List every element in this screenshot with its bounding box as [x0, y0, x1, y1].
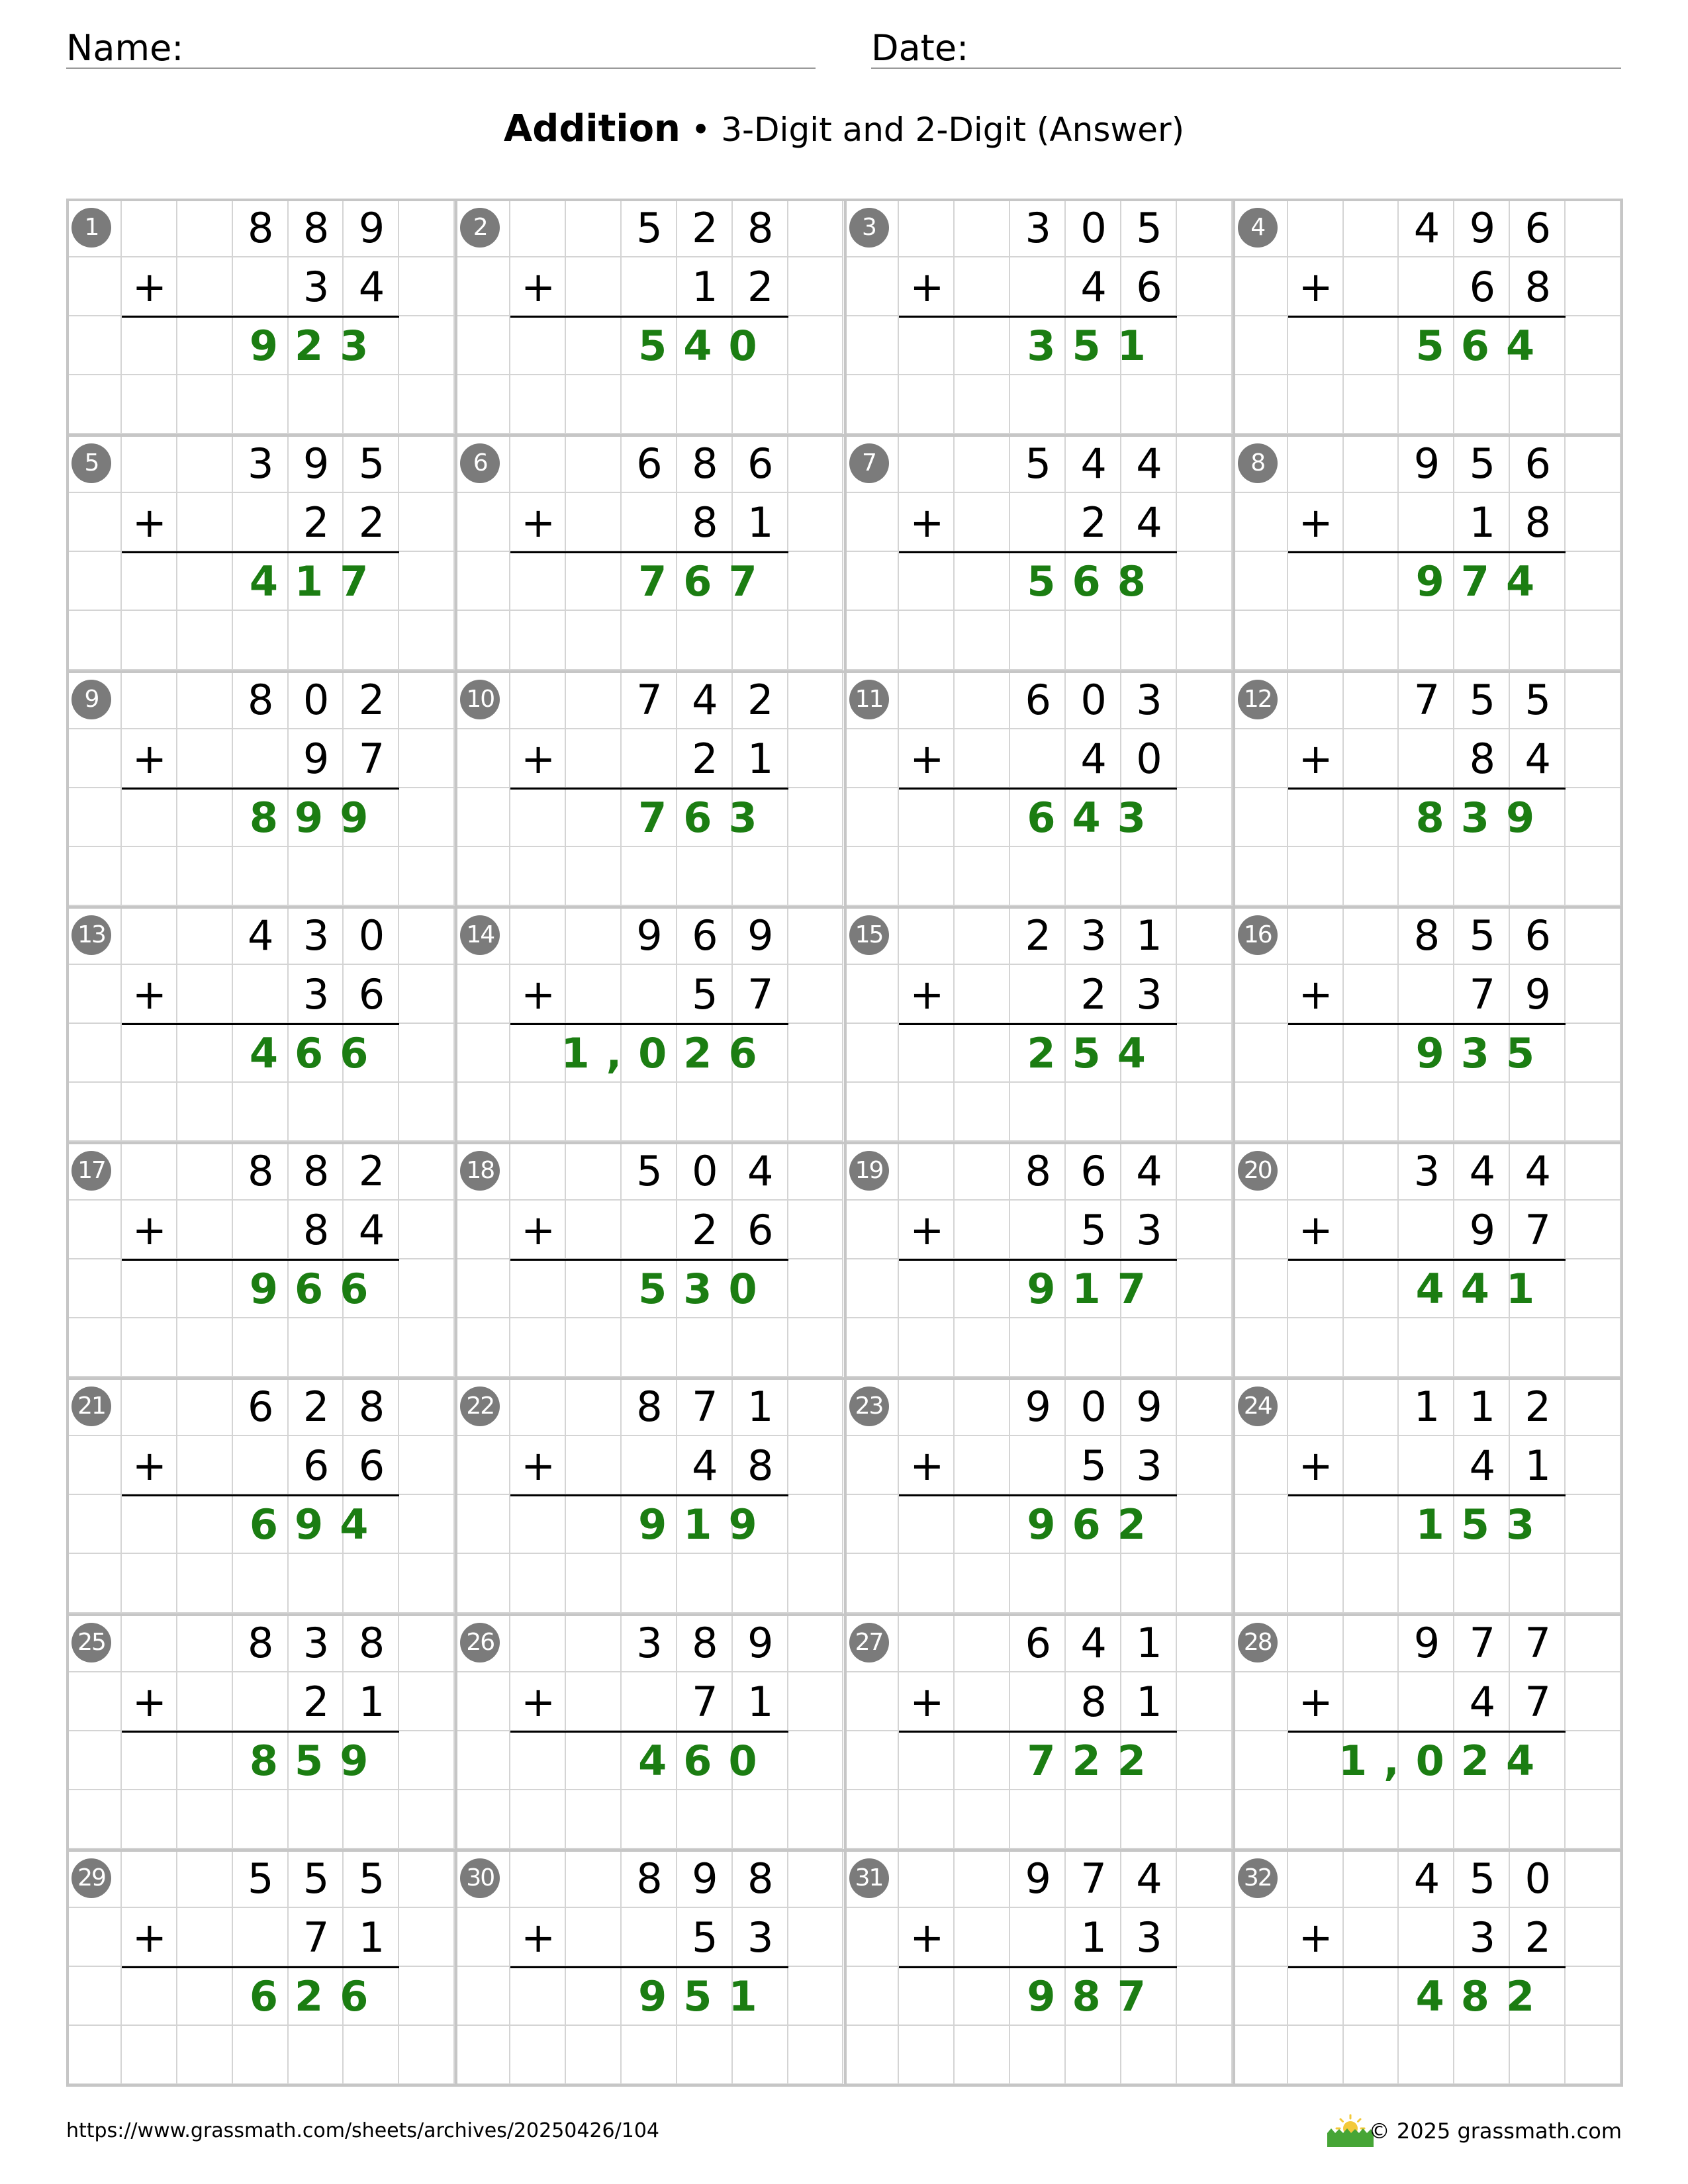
plus-sign: + [910, 970, 945, 1019]
bottom-digit: 4 [1136, 498, 1162, 547]
top-digit: 8 [636, 1383, 663, 1432]
plus-sign: + [910, 734, 945, 783]
top-digit: 5 [247, 1854, 274, 1903]
top-digit: 9 [303, 439, 330, 488]
problem-number-badge: 18 [460, 1151, 500, 1191]
bottom-digit: 8 [303, 1206, 330, 1255]
top-digit: 8 [303, 1147, 330, 1195]
problem-number-badge: 20 [1238, 1151, 1278, 1191]
answer: 441 [1415, 1265, 1552, 1314]
top-digit: 2 [303, 1383, 330, 1432]
answer: 917 [1027, 1265, 1162, 1314]
answer: 643 [1027, 793, 1162, 842]
answer: 1,024 [1338, 1736, 1552, 1785]
plus-sign: + [1298, 1441, 1333, 1490]
top-digit: 5 [636, 1147, 663, 1195]
bottom-digit: 1 [358, 1677, 385, 1726]
plus-sign: + [132, 970, 167, 1019]
name-line[interactable] [66, 68, 816, 69]
problem-number-badge: 17 [71, 1151, 111, 1191]
bottom-digit: 2 [1524, 1913, 1551, 1962]
plus-sign: + [1298, 970, 1333, 1019]
plus-sign: + [521, 970, 556, 1019]
top-digit: 9 [1025, 1854, 1051, 1903]
bottom-digit: 5 [1080, 1206, 1107, 1255]
problem-number-badge: 6 [460, 443, 500, 483]
worksheet-title [0, 106, 1688, 153]
top-digit: 6 [1025, 675, 1051, 724]
top-digit: 8 [1025, 1147, 1051, 1195]
problem-number-badge: 14 [460, 915, 500, 955]
top-digit: 5 [1469, 911, 1496, 960]
problem-number-badge: 11 [849, 680, 889, 719]
answer: 351 [1027, 322, 1162, 371]
top-digit: 3 [1136, 675, 1162, 724]
bottom-digit: 7 [358, 734, 385, 783]
plus-sign: + [132, 263, 167, 312]
top-digit: 4 [247, 911, 274, 960]
bottom-digit: 7 [1524, 1677, 1551, 1726]
bottom-digit: 4 [1469, 1441, 1496, 1490]
answer: 626 [249, 1972, 385, 2021]
top-digit: 5 [1136, 204, 1162, 252]
top-digit: 8 [358, 1618, 385, 1667]
footer-copyright: © 2025 grassmath.com [1368, 2118, 1622, 2144]
answer: 974 [1415, 557, 1552, 606]
top-digit: 6 [692, 911, 718, 960]
bottom-digit: 1 [747, 498, 774, 547]
bottom-digit: 6 [747, 1206, 774, 1255]
answer: 694 [249, 1500, 385, 1549]
top-digit: 9 [1136, 1383, 1162, 1432]
plus-sign: + [521, 1441, 556, 1490]
top-digit: 8 [747, 204, 774, 252]
bottom-digit: 2 [1080, 498, 1107, 547]
bottom-digit: 8 [1524, 263, 1551, 312]
top-digit: 2 [358, 675, 385, 724]
top-digit: 7 [1524, 1618, 1551, 1667]
top-digit: 0 [358, 911, 385, 960]
problem-number-badge: 24 [1238, 1387, 1278, 1426]
top-digit: 6 [1524, 911, 1551, 960]
bottom-digit: 4 [1080, 734, 1107, 783]
plus-sign: + [910, 498, 945, 547]
problem-number-badge: 3 [849, 208, 889, 248]
answer: 966 [249, 1265, 385, 1314]
plus-sign: + [521, 734, 556, 783]
answer: 530 [638, 1265, 774, 1314]
top-digit: 4 [1136, 1854, 1162, 1903]
bottom-digit: 7 [747, 970, 774, 1019]
bottom-digit: 4 [1080, 263, 1107, 312]
problem-number-badge: 27 [849, 1623, 889, 1662]
top-digit: 9 [358, 204, 385, 252]
bottom-digit: 2 [747, 263, 774, 312]
plus-sign: + [1298, 263, 1333, 312]
bottom-digit: 2 [692, 734, 718, 783]
bottom-digit: 3 [1136, 1441, 1162, 1490]
bottom-digit: 4 [1524, 734, 1551, 783]
top-digit: 3 [1025, 204, 1051, 252]
problem-number-badge: 8 [1238, 443, 1278, 483]
bottom-digit: 6 [358, 1441, 385, 1490]
bottom-digit: 6 [358, 970, 385, 1019]
date-label: Date: [871, 27, 969, 69]
problem-number-badge: 16 [1238, 915, 1278, 955]
top-digit: 8 [247, 1147, 274, 1195]
plus-sign: + [1298, 1677, 1333, 1726]
plus-sign: + [521, 1206, 556, 1255]
answer: 568 [1027, 557, 1162, 606]
bottom-digit: 1 [1469, 498, 1496, 547]
top-digit: 8 [247, 1618, 274, 1667]
top-digit: 6 [247, 1383, 274, 1432]
answer: 899 [249, 793, 385, 842]
bottom-digit: 2 [358, 498, 385, 547]
problem-number-badge: 31 [849, 1858, 889, 1898]
bottom-digit: 8 [747, 1441, 774, 1490]
top-digit: 4 [1413, 1854, 1440, 1903]
top-digit: 5 [1469, 439, 1496, 488]
bottom-digit: 3 [1136, 1913, 1162, 1962]
bottom-digit: 3 [303, 970, 330, 1019]
top-digit: 8 [636, 1854, 663, 1903]
bottom-digit: 8 [1524, 498, 1551, 547]
answer: 919 [638, 1500, 774, 1549]
grid-edge-bottom [66, 2084, 1623, 2087]
bottom-digit: 1 [692, 263, 718, 312]
answer: 951 [638, 1972, 774, 2021]
top-digit: 3 [303, 1618, 330, 1667]
top-digit: 6 [747, 439, 774, 488]
plus-sign: + [132, 498, 167, 547]
top-digit: 4 [1524, 1147, 1551, 1195]
top-digit: 0 [1080, 204, 1107, 252]
bottom-digit: 0 [1136, 734, 1162, 783]
bottom-digit: 3 [747, 1913, 774, 1962]
top-digit: 9 [747, 911, 774, 960]
title-subtitle: 3-Digit and 2-Digit (Answer) [721, 111, 1185, 149]
top-digit: 5 [358, 439, 385, 488]
top-digit: 9 [1469, 204, 1496, 252]
answer: 466 [249, 1028, 385, 1077]
bottom-digit: 5 [692, 1913, 718, 1962]
answer: 935 [1415, 1028, 1552, 1077]
bottom-digit: 8 [1080, 1677, 1107, 1726]
top-digit: 4 [1136, 1147, 1162, 1195]
top-digit: 9 [1025, 1383, 1051, 1432]
plus-sign: + [521, 498, 556, 547]
top-digit: 6 [1524, 204, 1551, 252]
top-digit: 6 [636, 439, 663, 488]
answer: 839 [1415, 793, 1552, 842]
problem-number-badge: 7 [849, 443, 889, 483]
answer: 564 [1415, 322, 1552, 371]
top-digit: 2 [747, 675, 774, 724]
top-digit: 5 [1469, 675, 1496, 724]
top-digit: 7 [1080, 1854, 1107, 1903]
top-digit: 0 [303, 675, 330, 724]
plus-sign: + [132, 1206, 167, 1255]
bottom-digit: 1 [747, 1677, 774, 1726]
answer: 1,026 [561, 1028, 774, 1077]
grass-sun-logo-icon [1327, 2113, 1374, 2147]
bottom-digit: 2 [1080, 970, 1107, 1019]
plus-sign: + [910, 1441, 945, 1490]
top-digit: 3 [1413, 1147, 1440, 1195]
top-digit: 2 [358, 1147, 385, 1195]
problem-number-badge: 28 [1238, 1623, 1278, 1662]
bottom-digit: 7 [1524, 1206, 1551, 1255]
top-digit: 8 [358, 1383, 385, 1432]
top-digit: 0 [1524, 1854, 1551, 1903]
plus-sign: + [910, 1677, 945, 1726]
top-digit: 9 [636, 911, 663, 960]
top-digit: 9 [692, 1854, 718, 1903]
plus-sign: + [132, 1913, 167, 1962]
top-digit: 4 [1080, 439, 1107, 488]
top-digit: 4 [692, 675, 718, 724]
answer: 153 [1415, 1500, 1552, 1549]
problem-number-badge: 19 [849, 1151, 889, 1191]
top-digit: 0 [1080, 1383, 1107, 1432]
top-digit: 8 [747, 1854, 774, 1903]
answer: 254 [1027, 1028, 1162, 1077]
top-digit: 2 [692, 204, 718, 252]
top-digit: 4 [747, 1147, 774, 1195]
title-separator: • [680, 111, 722, 149]
top-digit: 1 [1136, 911, 1162, 960]
top-digit: 3 [303, 911, 330, 960]
bottom-digit: 7 [1469, 970, 1496, 1019]
top-digit: 5 [358, 1854, 385, 1903]
title-main: Addition [503, 107, 680, 150]
bottom-digit: 1 [1524, 1441, 1551, 1490]
problem-number-badge: 22 [460, 1387, 500, 1426]
bottom-digit: 7 [303, 1913, 330, 1962]
problem-number-badge: 23 [849, 1387, 889, 1426]
bottom-digit: 5 [1080, 1441, 1107, 1490]
top-digit: 3 [1080, 911, 1107, 960]
plus-sign: + [1298, 1913, 1333, 1962]
answer: 722 [1027, 1736, 1162, 1785]
bottom-digit: 8 [692, 498, 718, 547]
answer: 987 [1027, 1972, 1162, 2021]
top-digit: 6 [1025, 1618, 1051, 1667]
top-digit: 5 [1025, 439, 1051, 488]
top-digit: 4 [1136, 439, 1162, 488]
plus-sign: + [910, 1913, 945, 1962]
problem-grid [66, 199, 1621, 2085]
top-digit: 0 [692, 1147, 718, 1195]
top-digit: 0 [1080, 675, 1107, 724]
problem-number-badge: 25 [71, 1623, 111, 1662]
top-digit: 1 [1136, 1618, 1162, 1667]
top-digit: 6 [1080, 1147, 1107, 1195]
top-digit: 8 [247, 204, 274, 252]
answer: 540 [638, 322, 774, 371]
problem-number-badge: 9 [71, 680, 111, 719]
top-digit: 7 [1469, 1618, 1496, 1667]
answer: 417 [249, 557, 385, 606]
bottom-digit: 9 [303, 734, 330, 783]
bottom-digit: 4 [692, 1441, 718, 1490]
answer: 962 [1027, 1500, 1162, 1549]
top-digit: 1 [1469, 1383, 1496, 1432]
top-digit: 8 [1413, 911, 1440, 960]
top-digit: 7 [1413, 675, 1440, 724]
answer: 460 [638, 1736, 774, 1785]
bottom-digit: 3 [1136, 1206, 1162, 1255]
bottom-digit: 1 [747, 734, 774, 783]
plus-sign: + [910, 1206, 945, 1255]
bottom-digit: 2 [303, 498, 330, 547]
problem-number-badge: 32 [1238, 1858, 1278, 1898]
answer: 767 [638, 557, 774, 606]
bottom-digit: 3 [1469, 1913, 1496, 1962]
bottom-digit: 4 [358, 263, 385, 312]
bottom-digit: 2 [692, 1206, 718, 1255]
bottom-digit: 5 [692, 970, 718, 1019]
problem-number-badge: 26 [460, 1623, 500, 1662]
grid-edge-right [1620, 199, 1623, 2085]
problem-number-badge: 1 [71, 208, 111, 248]
bottom-digit: 6 [1469, 263, 1496, 312]
top-digit: 3 [247, 439, 274, 488]
name-label: Name: [66, 27, 184, 69]
problem-number-badge: 29 [71, 1858, 111, 1898]
plus-sign: + [132, 1441, 167, 1490]
bottom-digit: 4 [358, 1206, 385, 1255]
plus-sign: + [521, 1677, 556, 1726]
bottom-digit: 6 [1136, 263, 1162, 312]
bottom-digit: 3 [303, 263, 330, 312]
top-digit: 4 [1080, 1618, 1107, 1667]
top-digit: 2 [1025, 911, 1051, 960]
top-digit: 5 [1524, 675, 1551, 724]
problem-number-badge: 4 [1238, 208, 1278, 248]
bottom-digit: 8 [1469, 734, 1496, 783]
plus-sign: + [1298, 734, 1333, 783]
bottom-digit: 1 [1080, 1913, 1107, 1962]
top-digit: 9 [747, 1618, 774, 1667]
top-digit: 5 [303, 1854, 330, 1903]
bottom-digit: 7 [692, 1677, 718, 1726]
plus-sign: + [521, 1913, 556, 1962]
top-digit: 7 [692, 1383, 718, 1432]
top-digit: 5 [636, 204, 663, 252]
problem-number-badge: 10 [460, 680, 500, 719]
top-digit: 9 [1413, 1618, 1440, 1667]
bottom-digit: 9 [1469, 1206, 1496, 1255]
answer: 482 [1415, 1972, 1552, 2021]
footer-url: https://www.grassmath.com/sheets/archives/20250426/104 [66, 2119, 660, 2142]
top-digit: 5 [1469, 1854, 1496, 1903]
bottom-digit: 6 [303, 1441, 330, 1490]
top-digit: 1 [1413, 1383, 1440, 1432]
top-digit: 9 [1413, 439, 1440, 488]
answer: 859 [249, 1736, 385, 1785]
bottom-digit: 2 [303, 1677, 330, 1726]
problem-number-badge: 2 [460, 208, 500, 248]
bottom-digit: 3 [1136, 970, 1162, 1019]
top-digit: 8 [247, 675, 274, 724]
answer: 763 [638, 793, 774, 842]
plus-sign: + [521, 263, 556, 312]
bottom-digit: 4 [1469, 1677, 1496, 1726]
top-digit: 7 [636, 675, 663, 724]
top-digit: 8 [692, 439, 718, 488]
plus-sign: + [1298, 498, 1333, 547]
top-digit: 6 [1524, 439, 1551, 488]
plus-sign: + [910, 263, 945, 312]
bottom-digit: 1 [1136, 1677, 1162, 1726]
top-digit: 3 [636, 1618, 663, 1667]
top-digit: 8 [692, 1618, 718, 1667]
date-line[interactable] [871, 68, 1621, 69]
problem-number-badge: 15 [849, 915, 889, 955]
problem-number-badge: 12 [1238, 680, 1278, 719]
plus-sign: + [132, 1677, 167, 1726]
top-digit: 2 [1524, 1383, 1551, 1432]
problem-number-badge: 21 [71, 1387, 111, 1426]
top-digit: 1 [747, 1383, 774, 1432]
problem-number-badge: 5 [71, 443, 111, 483]
bottom-digit: 1 [358, 1913, 385, 1962]
top-digit: 8 [303, 204, 330, 252]
plus-sign: + [132, 734, 167, 783]
bottom-digit: 9 [1524, 970, 1551, 1019]
problem-number-badge: 13 [71, 915, 111, 955]
problem-number-badge: 30 [460, 1858, 500, 1898]
top-digit: 4 [1413, 204, 1440, 252]
answer: 923 [249, 322, 385, 371]
top-digit: 4 [1469, 1147, 1496, 1195]
plus-sign: + [1298, 1206, 1333, 1255]
